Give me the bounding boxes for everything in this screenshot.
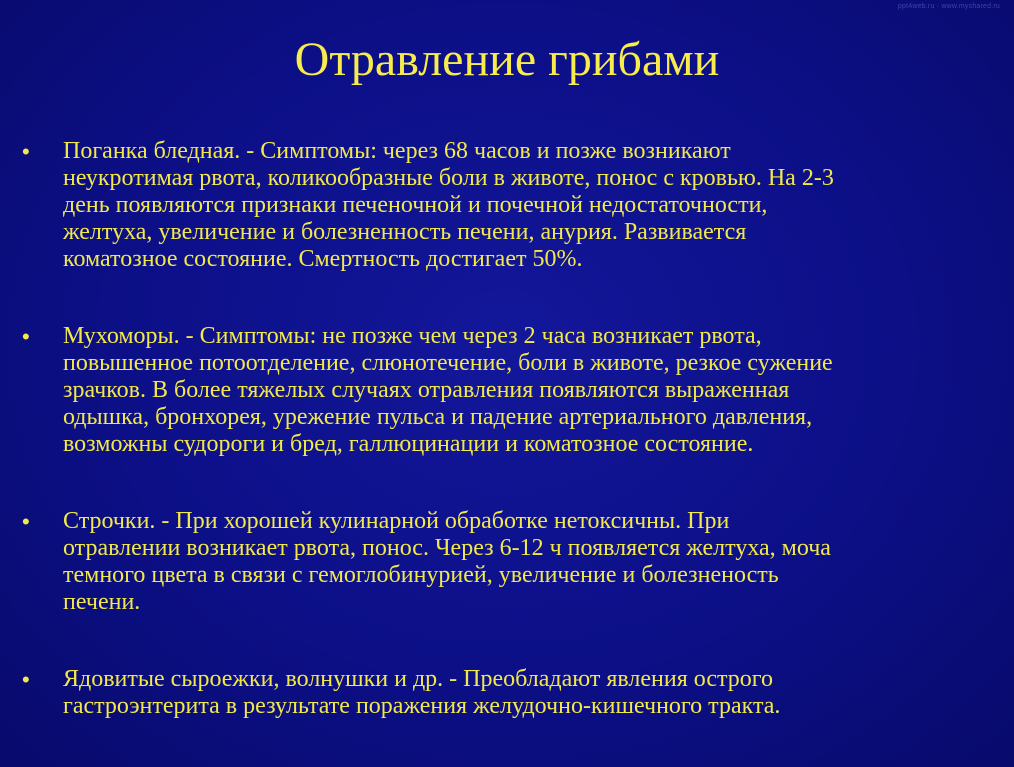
watermark: ppt4web.ru · www.myshared.ru [897, 3, 1000, 10]
bullet-line: отравлении возникает рвота, понос. Через 6-12 ч появляется желтуха, моча [63, 535, 831, 561]
bullet-line: Ядовитые сыроежки, волнушки и др. - Преобладают явления острого [63, 666, 774, 692]
bullet-icon: • [22, 139, 30, 164]
bullet-line: гастроэнтерита в результате поражения желудочно-кишечного тракта. [63, 693, 781, 719]
bullet-icon: • [22, 667, 30, 692]
bullet-icon: • [22, 509, 30, 534]
bullet-icon: • [22, 324, 30, 349]
bullet-line: Поганка бледная. - Симптомы: через 68 часов и позже возникают [63, 138, 731, 164]
bullet-line: зрачков. В более тяжелых случаях отравления появляются выраженная [63, 377, 790, 403]
bullet-item-fly-agaric [22, 323, 994, 458]
slide-title: Отравление грибами [294, 33, 720, 86]
bullet-line: Строчки. - При хорошей кулинарной обработке нетоксичны. При [63, 508, 730, 534]
bullet-line: печени. [63, 589, 141, 615]
bullet-line: одышка, бронхорея, урежение пульса и падение артериального давления, [63, 404, 813, 430]
bullet-line: желтуха, увеличение и болезненность печени, анурия. Развивается [63, 219, 747, 245]
bullet-item-poisonous-russula [22, 666, 994, 720]
bullet-item-false-morel [22, 508, 994, 616]
bullet-line: день появляются признаки печеночной и почечной недостаточности, [63, 192, 768, 218]
bullet-line: коматозное состояние. Смертность достигает 50%. [63, 246, 583, 272]
bullet-line: неукротимая рвота, коликообразные боли в животе, понос с кровью. На 2-3 [63, 165, 834, 191]
bullet-list [22, 138, 994, 720]
bullet-line: Мухоморы. - Симптомы: не позже чем через 2 часа возникает рвота, [63, 323, 762, 349]
bullet-line: возможны судороги и бред, галлюцинации и коматозное состояние. [63, 431, 754, 457]
bullet-item-death-cap [22, 138, 994, 273]
bullet-line: повышенное потоотделение, слюнотечение, боли в животе, резкое сужение [63, 350, 833, 376]
bullet-line: темного цвета в связи с гемоглобинурией, увеличение и болезненость [63, 562, 779, 588]
